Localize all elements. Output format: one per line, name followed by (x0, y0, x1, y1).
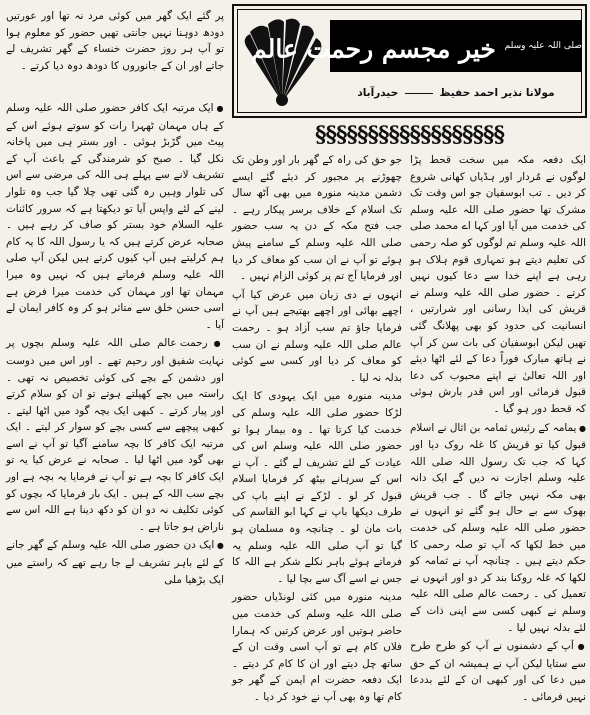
column-top-left (6, 8, 224, 98)
paragraph: ● یمامہ کے رئیس ثمامہ بن اثال نے اسلام قبول کیا تو قریش کا غلہ روک دیا اور کہا کہ جب تک رسول اللہ صلی اللہ علیہ وسلم اجازت نہ دیں گے ایک دانہ بھی مکہ نہیں جائے گا ۔ جب قریش بھوک سے بے حال ہو گئے تو انہوں نے حضور صلی اللہ علیہ وسلم کی خدمت میں خط لکھا کہ آپ تو صلہ رحمی کا حکم دیتے ہیں ۔ چنانچہ آپ نے ثمامہ کو لکھا کہ غلہ روکنا بند کر دو اور انہوں نے تعمیل کی ۔ رحمت عالم صلی اللہ علیہ وسلم نے کبھی کسی سے اپنی ذات کے لئے بدلہ نہیں لیا ۔ (410, 420, 586, 637)
paragraph: انہوں نے دی زبان میں عرض کیا آپ اچھے بھائی اور اچھے بھتیجے ہیں آپ نے فرمایا جاؤ تم سب آزاد ہو ۔ رحمت عالم صلی اللہ علیہ وسلم نے ان سب کو معاف کر دیا اور کسی سے کوئی بدلہ نہ لیا ۔ (232, 288, 402, 384)
paragraph: ● ایک دن حضور صلی اللہ علیہ وسلم کے گھر جانے کے لئے باہر تشریف لے جا رہے تھے کہ راستے میں ایک بڑھیا ملی (6, 537, 224, 588)
paragraph: مدینہ منورہ میں ایک یہودی کا ایک لڑکا حضور صلی اللہ علیہ وسلم کی خدمت کیا کرتا تھا ۔ وہ بیمار ہوا تو حضور صلی اللہ علیہ وسلم اس کی عیادت کے لئے تشریف لے گئے ۔ آپ نے اس کے سرہانے بیٹھ کر فرمایا اسلام قبول کر لو ۔ لڑکے نے اپنے باپ کی طرف دیکھا باپ نے کہا ابو القاسم کی بات مان لو ۔ چنانچہ وہ مسلمان ہو گیا تو آپ صلی اللہ علیہ وسلم یہ فرماتے ہوئے باہر نکلے شکر ہے اللہ کا جس نے اسے آگ سے بچا لیا ۔ (232, 390, 402, 585)
paragraph: جو حق کی راہ کے گھر بار اور وطن تک چھوڑنے پر مجبور کر دیئے گئے ایسے دشمن مدینہ منورہ میں بھی آٹھ سال تک اسلام کے خلاف برسر پیکار رہے ۔ جب فتح مکہ کے دن یہ سب حضور صلی اللہ علیہ وسلم کے سامنے پیش ہوئے تو آپ نے ان سب کو معاف کر دیا اور فرمایا آج تم پر کوئی الزام نہیں ۔ (232, 154, 402, 283)
column-middle (232, 152, 402, 712)
decorative-band: §§§§§§§§§§§§§§§§§§ (314, 122, 505, 148)
paragraph: ● رحمت عالم صلی اللہ علیہ وسلم بچوں پر نہایت شفیق اور رحیم تھے ۔ اور اس میں دوست اور دشمن کے بچے کی کوئی تخصیص نہ تھی ۔ راستہ میں بچے کھیلتے ہوتے تو ان کو سلام کرتے اور پیار کرتے ۔ کبھی ایک بچہ گود میں اٹھا لیتے ۔ کبھی پیچھے سے کسی بچے کو سوار کر لیتے ۔ ایک مرتبہ ایک کافر کا بچہ سامنے آگیا تو آپ نے اسے بھی گود میں اٹھا لیا ۔ صحابہ نے عرض کیا یہ تو ایک کافر کا بچہ ہے تو آپ نے فرمایا یہ بچہ ہے اور بچے سب اللہ کے ہیں ۔ ایک بار فرمایا کہ بچوں کو کوئی تکلیف نہ دو ان کو دکھ دینا ہے اللہ اس سے ناراض ہو جاتا ہے ۔ (6, 335, 224, 535)
title-salutation: صلی اللہ علیہ وسلم (504, 41, 582, 51)
article-header (232, 4, 587, 118)
paragraph: ایک دفعہ مکہ میں سخت قحط پڑا لوگوں نے مُردار اور ہڈیاں کھانی شروع کر دیں ۔ تب ابوسفیان جو اس وقت تک مشرک تھا حضور صلی اللہ علیہ وسلم کی خدمت میں آیا اور کہا اے محمد صلی اللہ علیہ وسلم تم لوگوں کو صلہ رحمی کی تعلیم دیتے ہو تمہاری قوم ہلاک ہو رہی ہے اپنے خدا سے دعا کیوں نہیں کرتے ۔ حضور صلی اللہ علیہ وسلم نے قریش کی ایذا رسانی اور شرارتیں ، انسانیت کی حدود کو بھی پھلانگ گئی تھیں لیکن ابوسفیان کی بات سن کر آپ نے ہاتھ مبارک فوراً دعا کے لئے اٹھا دیئے اور اللہ تعالیٰ نے اپنے محبوب کی دعا قبول فرمائی اور اس قدر بارش ہوئی کہ قحط دور ہو گیا ۔ (410, 154, 586, 415)
author-city: حیدرآباد (357, 87, 399, 99)
paragraph: ● آپ کے دشمنوں نے آپ کو طرح طرح سے ستایا لیکن آپ نے ہمیشہ ان کے حق میں دعا کی اور کبھی ان کے لئے بددعا نہیں فرمائی ۔ (410, 638, 586, 705)
author-line (330, 82, 582, 104)
column-left (6, 100, 224, 712)
author-name: مولانا نذیر احمد حفیظ (439, 87, 555, 99)
title-text: خیر مجسم رحمت عالم (251, 34, 496, 64)
article-title (251, 20, 582, 72)
column-right (410, 152, 586, 712)
paragraph: مدینہ منورہ میں کئی لونڈیاں حضور صلی اللہ علیہ وسلم کی خدمت میں حاضر ہوتیں اور عرض کرتیں کہ ہمارا فلاں کام ہے تو آپ اسی وقت ان کے ساتھ چل دیتے اور ان کا کام کر دیتے ۔ ایک دفعہ حضرت ام ایمن کے گھر جو کام تھا وہ بھی آپ نے خود کر دیا ۔ (232, 591, 402, 703)
author-separator (405, 93, 433, 94)
paragraph: ● ایک مرتبہ ایک کافر حضور صلی اللہ علیہ وسلم کے ہاں مہمان ٹھہرا رات کو سوتے ہوئے اس کے پیٹ میں گڑبڑ ہوئی ۔ اور بستر ہی میں پاخانہ نکل گیا ۔ صبح کو شرمندگی کے باعث آپ کے تشریف لانے سے پہلے ہی اللہ کی مرضی سے اس کی تلوار وہیں رہ گئی تھی چلا گیا جب وہ تلوار لینے کے لئے واپس آیا تو دیکھتا ہے کہ سرور کائنات علیہ السلام خود بستر کو صاف کر رہے ہیں ۔ صحابہ عرض کرتے ہیں کہ یا رسول اللہ کا یہ کام ہم کرلیتے ہیں آپ کیوں کرتے ہیں لیکن آپ صلی اللہ علیہ وسلم فرماتے ہیں کہ نہیں وہ میرا مہمان تھا اور مہمان کی خدمت میرا فرض ہے اسی حسن خلق سے متاثر ہو کر وہ کافر ایمان لے آیا ۔ (6, 100, 224, 333)
paragraph: پر گئے ایک گھر میں کوئی مرد نہ تھا اور عورتیں دودھ دوہنا نہیں جانتی تھیں حضور کو معلوم ہوا تو آپ ہر روز حضرت خنساء کے گھر تشریف لے جاتے اور ان کے جانوروں کا دودھ دوہ دیا کرتے ۔ (6, 10, 224, 72)
